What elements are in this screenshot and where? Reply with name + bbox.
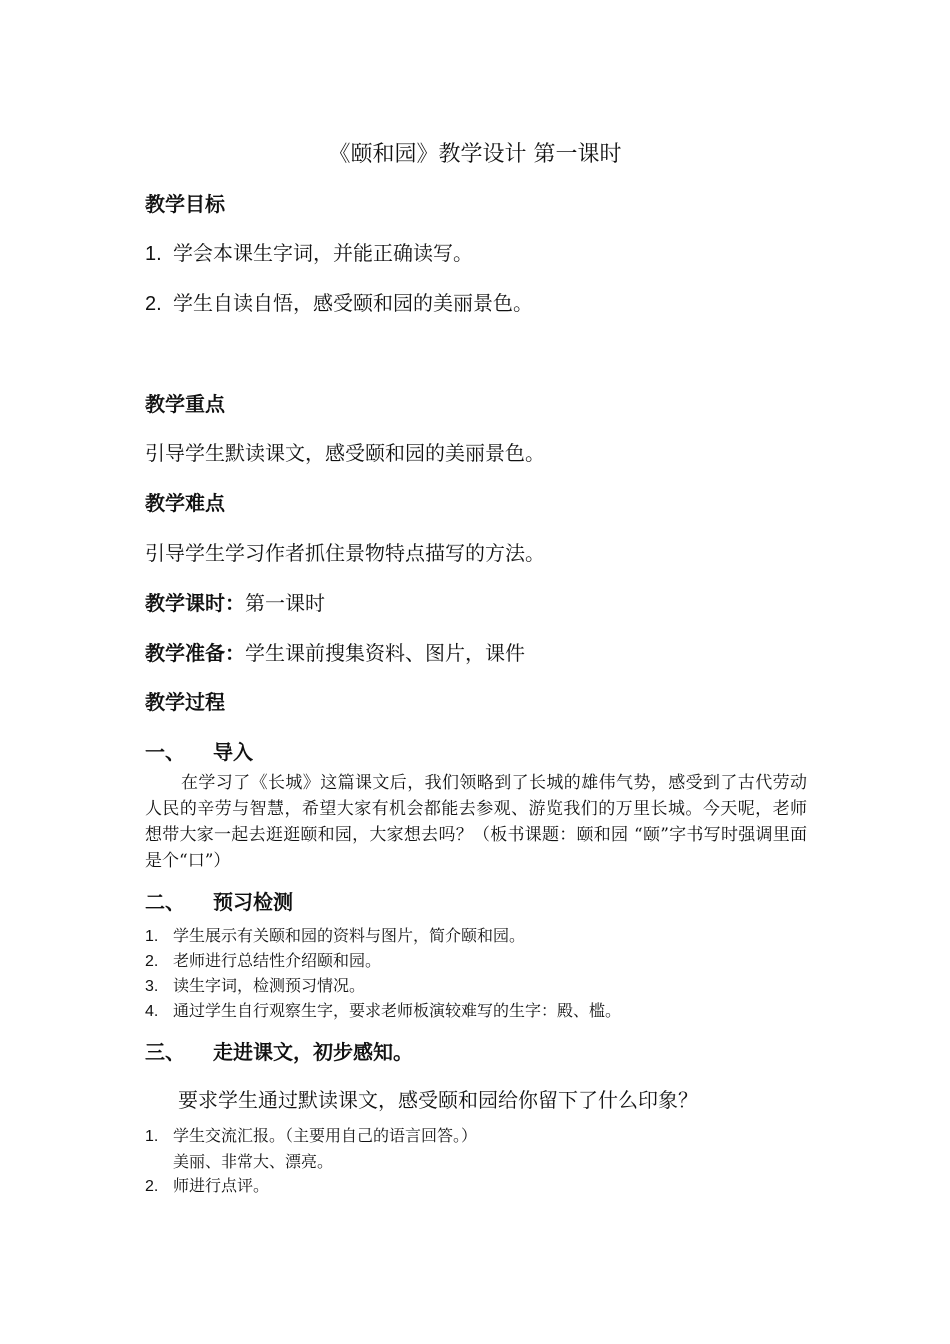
list-item: [145, 1173, 269, 1196]
preparation-label: 教学准备：: [145, 641, 245, 665]
section-number: 三、: [145, 1040, 185, 1064]
list-text: 学生展示有关颐和园的资料与图片，简介颐和园。: [173, 926, 526, 945]
list-number: 3.: [145, 978, 159, 995]
list-number: 2.: [145, 293, 162, 315]
list-number: 1.: [145, 928, 159, 945]
list-subtext: 美丽、非常大、漂亮。: [173, 1152, 334, 1171]
section-prompt: 要求学生通过默读课文，感受颐和园给你留下了什么印象？: [178, 1088, 698, 1112]
list-number: 1.: [145, 1128, 159, 1145]
difficulty-text: 引导学生学习作者抓住景物特点描写的方法。: [145, 541, 545, 565]
list-item: [145, 973, 365, 996]
section-number: 二、: [145, 890, 185, 914]
list-number: 4.: [145, 1003, 159, 1020]
class-hours-value: 第一课时: [245, 591, 325, 615]
list-item: [145, 1123, 477, 1146]
section-title: 导入: [213, 740, 253, 764]
list-text: 读生字词，检测预习情况。: [173, 976, 366, 995]
objective-text: 学会本课生字词，并能正确读写。: [173, 241, 473, 265]
list-item: [145, 948, 381, 971]
key-point-text: 引导学生默读课文，感受颐和园的美丽景色。: [145, 441, 545, 465]
list-number: 1.: [145, 243, 162, 265]
section-title: 走进课文，初步感知。: [213, 1040, 413, 1064]
key-point-heading: 教学重点: [145, 392, 225, 416]
difficulty-heading: 教学难点: [145, 491, 225, 515]
objectives-heading: 教学目标: [145, 192, 225, 216]
class-hours-line: [145, 587, 325, 616]
list-number: 2.: [145, 953, 159, 970]
intro-paragraph: 在学习了《长城》这篇课文后，我们领略到了长城的雄伟气势，感受到了古代劳动人民的辛劳与智慧，希望大家有机会都能去参观、游览我们的万里长城。今天呢，老师想带大家一起去逛逛颐和园，大家想去吗？（板书课题：颐和园 “颐”字书写时强调里面是个“口”）: [145, 773, 807, 871]
class-hours-label: 教学课时：: [145, 591, 245, 615]
document-title: 《颐和园》教学设计 第一课时: [328, 142, 622, 167]
objective-text: 学生自读自悟，感受颐和园的美丽景色。: [173, 291, 533, 315]
preparation-value: 学生课前搜集资料、图片，课件: [245, 641, 525, 665]
list-text: 老师进行总结性介绍颐和园。: [173, 951, 382, 970]
section-number: 一、: [145, 740, 185, 764]
list-number: 2.: [145, 1178, 159, 1195]
list-text: 师进行点评。: [173, 1176, 270, 1195]
preparation-line: [145, 637, 525, 666]
process-heading: 教学过程: [145, 690, 225, 714]
section-title: 预习检测: [213, 890, 293, 914]
section-heading: [145, 736, 253, 765]
list-item: [145, 998, 621, 1021]
list-item: [145, 923, 525, 946]
objective-item: [145, 287, 533, 316]
list-text: 通过学生自行观察生字，要求老师板演较难写的生字：殿、槛。: [173, 1001, 622, 1020]
section-heading: [145, 886, 293, 915]
section-heading: [145, 1036, 413, 1065]
list-text: 学生交流汇报。（主要用自己的语言回答。）: [173, 1126, 478, 1145]
objective-item: [145, 237, 473, 266]
